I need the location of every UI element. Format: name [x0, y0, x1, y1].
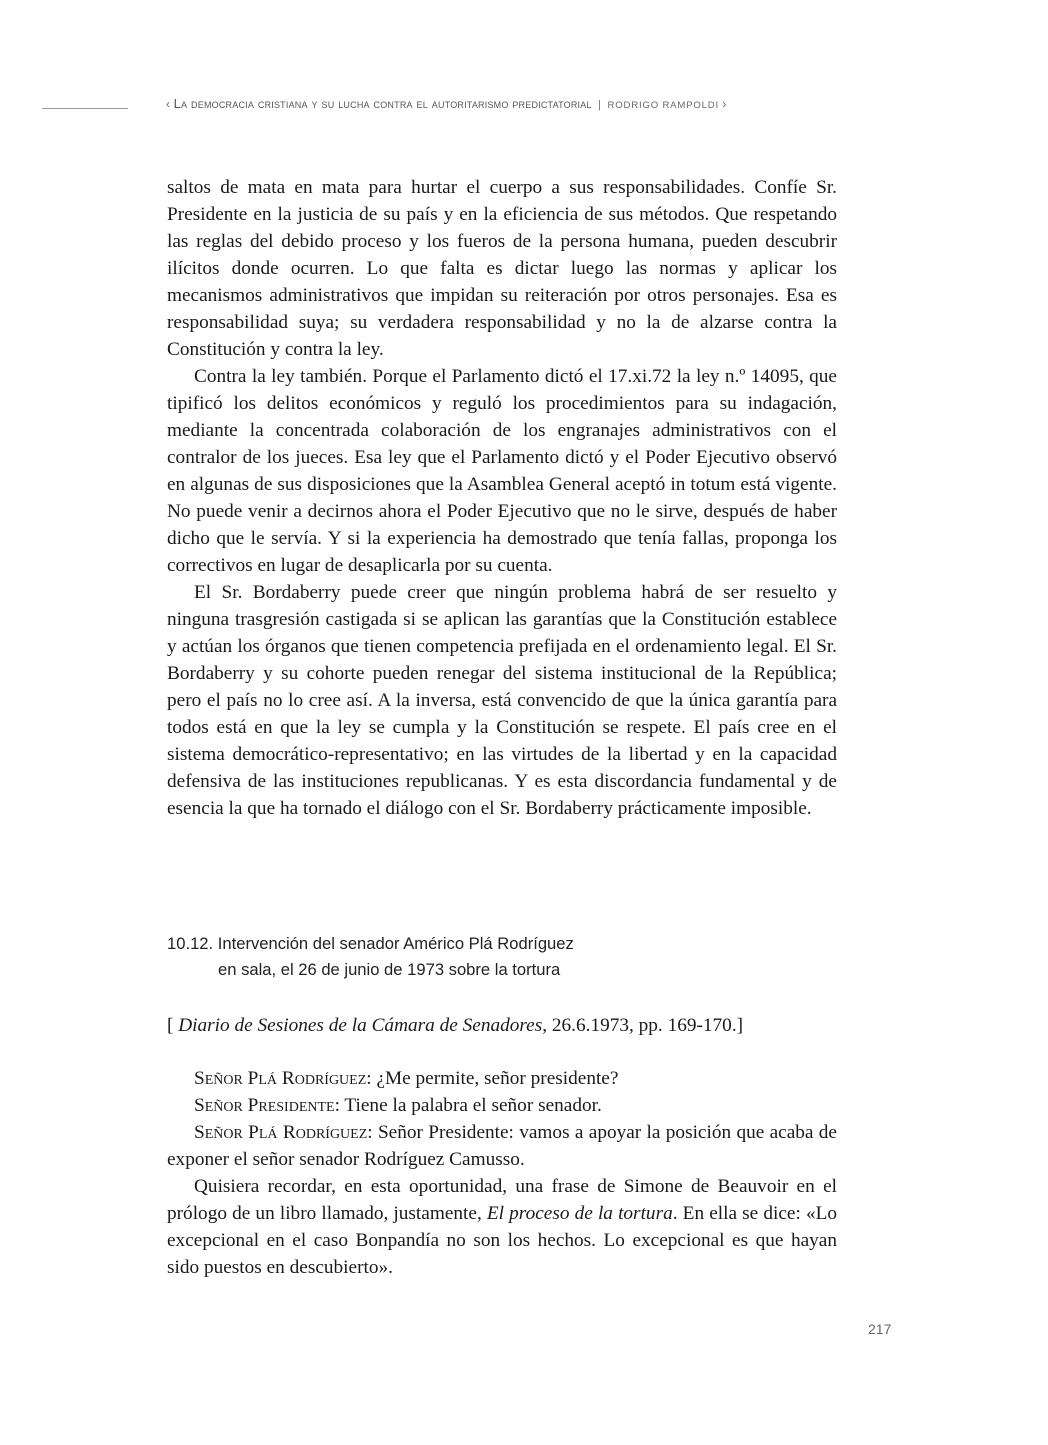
open-chevron: ‹	[166, 97, 171, 111]
speech-text: Quisiera recordar, en esta oportunidad, una frase de Simone de Beauvoir en el prólogo de un libro llamado, justamente,	[167, 1176, 837, 1224]
speaker-name: Señor Presidente	[194, 1095, 335, 1116]
speech-text: . En ella se dice: «Lo excepcional en el caso Bonpandía no son los hechos. Lo excepcional es que hayan sido puestos en descubierto».	[167, 1203, 838, 1278]
speech-text: : Tiene la palabra el señor senador.	[334, 1095, 602, 1116]
running-head	[166, 96, 866, 111]
dialogue-line-2	[167, 1092, 837, 1119]
page-number: 217	[868, 1321, 892, 1337]
header-rule	[42, 108, 128, 109]
source-open: [	[167, 1015, 179, 1036]
section-title-line1: Intervención del senador Américo Plá Rodríguez	[217, 934, 574, 953]
paragraph-3: El Sr. Bordaberry puede creer que ningún problema habrá de ser resuelto y ninguna trasgresión castigada si se aplican las garantías que la Constitución establece y actúan los órganos que tienen competencia prefijada en el ordenamiento legal. El Sr. Bordaberry y su cohorte pueden renegar del sistema institucional de la República; pero el país no lo cree así. A la inversa, está convencido de que la única garantía para todos está en que la ley se cumpla y la Constitución se respete. El país cree en el sistema democrático-representativo; en las virtudes de la libertad y en la capacidad defensiva de las instituciones republicanas. Y es esta discordancia fundamental y de esencia la que ha tornado el diálogo con el Sr. Bordaberry prácticamente imposible.	[167, 582, 837, 819]
close-chevron: ›	[722, 97, 727, 111]
dialogue-line-1	[167, 1065, 837, 1092]
source-title: Diario de Sesiones de la Cámara de Senadores	[178, 1015, 543, 1036]
source-note	[167, 1012, 837, 1039]
speech-text: : Señor Presidente: vamos a apoyar la posición que acaba de exponer el señor senador Rodríguez Camusso.	[167, 1122, 837, 1170]
paragraph-1: saltos de mata en mata para hurtar el cuerpo a sus responsabilidades. Confíe Sr. Presidente en la justicia de su país y en la eficiencia de sus métodos. Que respetando las reglas del debido proceso y los fueros de la persona humana, pueden descubrir ilícitos donde ocurren. Lo que falta es dictar luego las normas y aplicar los mecanismos administrativos que impidan su reiteración por otros personajes. Esa es responsabilidad suya; su verdadera responsabilidad y no la de alzarse contra la Constitución y contra la ley.	[167, 177, 837, 360]
running-head-author: RODRIGO RAMPOLDI	[607, 100, 719, 111]
section-heading	[167, 931, 837, 983]
speaker-name: Señor Plá Rodríguez	[194, 1122, 368, 1143]
running-head-separator: |	[598, 99, 602, 111]
running-head-title: La democracia cristiana y su lucha contra el autoritarismo predictatorial	[173, 96, 592, 111]
paragraph-2: Contra la ley también. Porque el Parlamento dictó el 17.xi.72 la ley n.º 14095, que tipificó los delitos económicos y reguló los procedimientos para su indagación, mediante la concentrada colaboración de los engranajes administrativos con el contralor de los jueces. Esa ley que el Parlamento dictó y el Poder Ejecutivo observó en algunas de sus disposiciones que la Asamblea General aceptó in totum está vigente. No puede venir a decirnos ahora el Poder Ejecutivo que no le sirve, después de haber dicho que le servía. Y si la experiencia ha demostrado que tenía fallas, proponga los correctivos en lugar de desaplicarla por su cuenta.	[167, 366, 837, 576]
book-title: El proceso de la tortura	[486, 1203, 673, 1224]
section-title-line2: en sala, el 26 de junio de 1973 sobre la tortura	[218, 960, 561, 979]
dialogue	[167, 1065, 837, 1281]
dialogue-paragraph-4	[167, 1173, 837, 1281]
speech-text: : ¿Me permite, señor presidente?	[366, 1068, 619, 1089]
dialogue-line-3	[167, 1119, 837, 1173]
source-rest: , 26.6.1973, pp. 169-170.]	[542, 1015, 744, 1036]
body-text	[167, 174, 837, 822]
section-number: 10.12.	[167, 934, 214, 953]
speaker-name: Señor Plá Rodríguez	[194, 1068, 367, 1089]
